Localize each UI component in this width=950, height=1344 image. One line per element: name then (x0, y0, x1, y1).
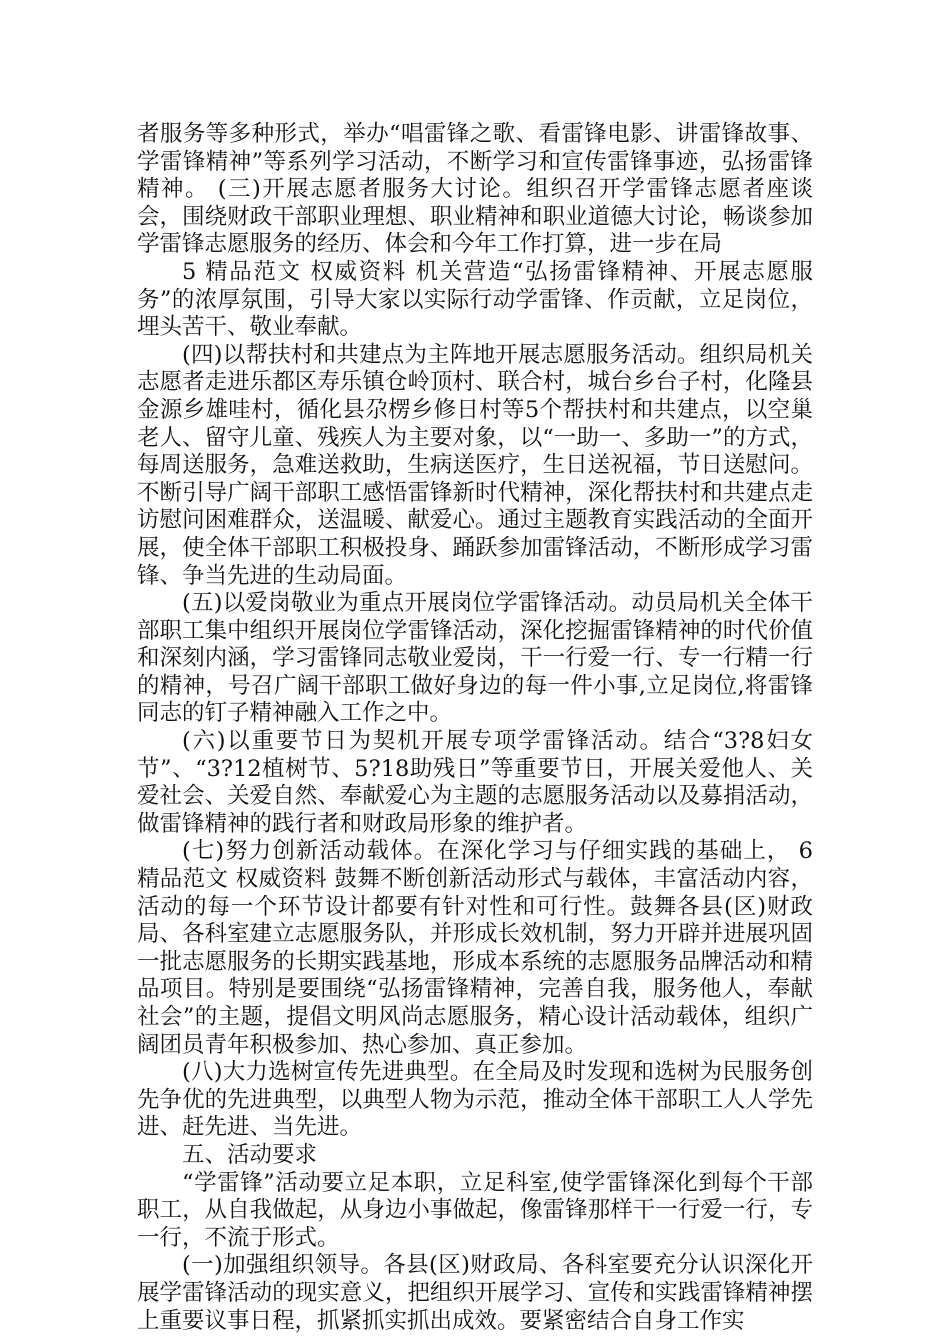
document-body (137, 121, 813, 1335)
paragraph-section-8: (八)大力选树宣传先进典型。在全局及时发现和选树为民服务创先争优的先进典型，以典型人物为示范，推动全体干部职工人人学先进、赶先进、当先进。 (137, 1059, 813, 1141)
paragraph-section-6: (六)以重要节日为契机开展专项学雷锋活动。结合“3?8妇女节”、“3?12植树节、5?18助残日”等重要节日，开展关爱他人、关爱社会、关爱自然、奉献爱心为主题的志愿服务活动以及募捐活动，做雷锋精神的践行者和财政局形象的维护者。 (137, 728, 813, 837)
section-heading-requirements: 五、活动要求 (182, 1141, 318, 1168)
paragraph-continuation: 者服务等多种形式，举办“唱雷锋之歌、看雷锋电影、讲雷锋故事、学雷锋精神”等系列学习活动，不断学习和宣传雷锋事迹，弘扬雷锋精神。 (三)开展志愿者服务大讨论。组织召开学雷锋志愿者座谈会，围绕财政干部职业理想、职业精神和职业道德大讨论，畅谈参加学雷锋志愿服务的经历、体会和今年工作打算，进一步在局 (137, 121, 813, 258)
paragraph-atmosphere: 5 精品范文 权威资料 机关营造“弘扬雷锋精神、开展志愿服务”的浓厚氛围，引导大家以实际行动学雷锋、作贡献，立足岗位，埋头苦干、敬业奉献。 (137, 258, 813, 341)
paragraph-section-4: (四)以帮扶村和共建点为主阵地开展志愿服务活动。组织局机关志愿者走进乐都区寿乐镇仓岭顶村、联合村，城台乡台子村，化隆县金源乡雄哇村，循化县尕楞乡修日村等5个帮扶村和共建点，以空巢老人、留守儿童、残疾人为主要对象，以“一助一、多助一”的方式，每周送服务，急难送救助，生病送医疗，生日送祝福，节日送慰问。不断引导广阔干部职工感悟雷锋新时代精神，深化帮扶村和共建点走访慰问困难群众，送温暖、献爱心。通过主题教育实践活动的全面开展，使全体干部职工积极投身、踊跃参加雷锋活动，不断形成学习雷锋、争当先进的生动局面。 (137, 341, 813, 589)
paragraph-requirements-intro: “学雷锋”活动要立足本职，立足科室,使学雷锋深化到每个干部职工，从自我做起，从身边小事做起，像雷锋那样干一行爱一行，专一行，不流于形式。 (137, 1169, 813, 1251)
paragraph-section-7: (七)努力创新活动载体。在深化学习与仔细实践的基础上， 6 精品范文 权威资料 鼓舞不断创新活动形式与载体，丰富活动内容，活动的每一个环节设计都要有针对性和可行性。鼓舞各县(区)财政局、各科室建立志愿服务队，并形成长效机制，努力开辟并进展巩固一批志愿服务的长期实践基地，形成本系统的志愿服务品牌活动和精品项目。特别是要围绕“弘扬雷锋精神，完善自我，服务他人，奉献社会”的主题，提倡文明风尚志愿服务，精心设计活动载体，组织广阔团员青年积极参加、热心参加、真正参加。 (137, 838, 813, 1058)
paragraph-section-5: (五)以爱岗敬业为重点开展岗位学雷锋活动。动员局机关全体干部职工集中组织开展岗位学雷锋活动，深化挖掘雷锋精神的时代价值和深刻内涵，学习雷锋同志敬业爱岗，干一行爱一行、专一行精一行的精神，号召广阔干部职工做好身边的每一件小事,立足岗位,将雷锋同志的钉子精神融入工作之中。 (137, 590, 813, 727)
paragraph-requirement-1: (一)加强组织领导。各县(区)财政局、各科室要充分认识深化开展学雷锋活动的现实意义，把组织开展学习、宣传和实践雷锋精神摆上重要议事日程，抓紧抓实抓出成效。要紧密结合自身工作实 (137, 1252, 813, 1334)
